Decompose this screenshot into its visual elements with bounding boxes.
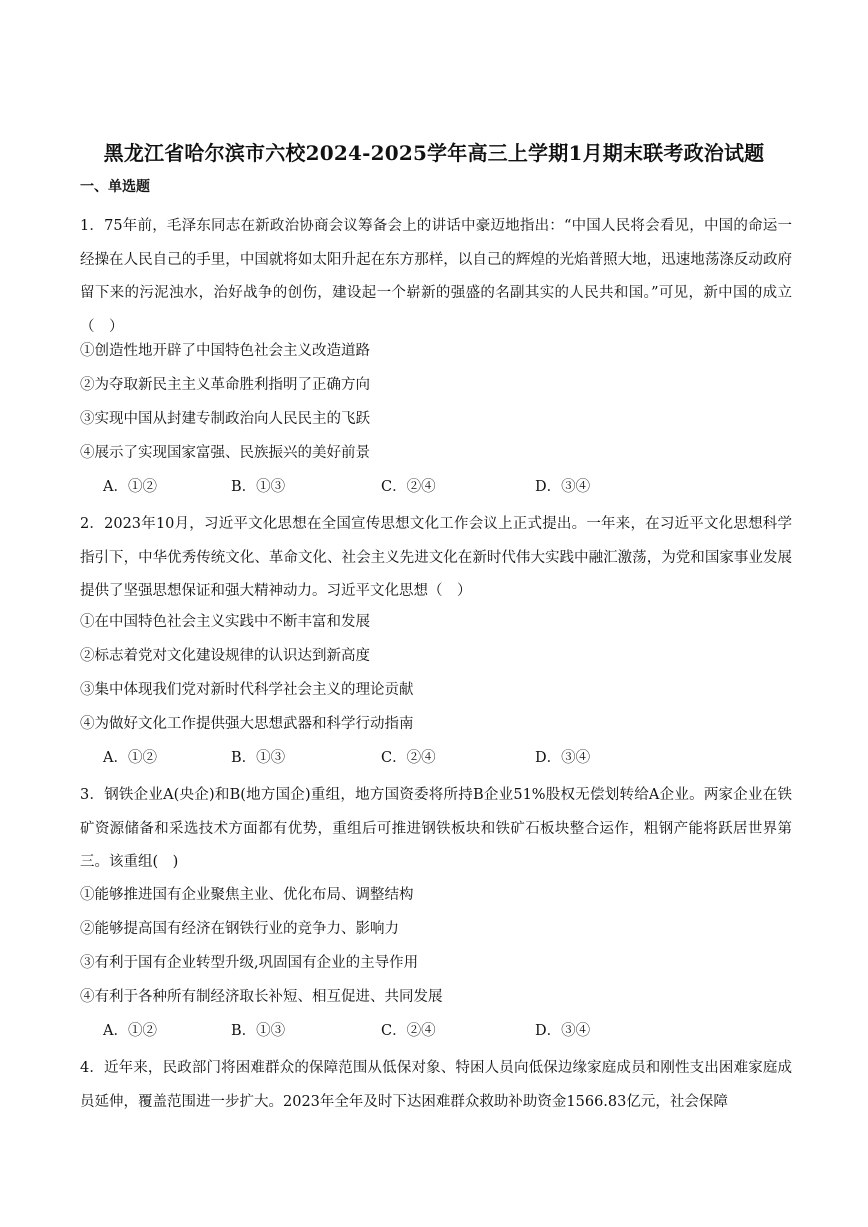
choice-b[interactable]: B．①③	[231, 750, 286, 766]
choice-a[interactable]: A．①②	[103, 750, 157, 766]
question-1-statement-1: ①创造性地开辟了中国特色社会主义改造道路	[80, 343, 370, 359]
question-1-statement-2: ②为夺取新民主主义革命胜利指明了正确方向	[80, 377, 370, 393]
question-2-statement-3: ③集中体现我们党对新时代科学社会主义的理论贡献	[80, 682, 414, 698]
choice-a[interactable]: A．①②	[103, 1023, 157, 1039]
choice-c[interactable]: C．②④	[381, 479, 436, 495]
question-2-statement-1: ①在中国特色社会主义实践中不断丰富和发展	[80, 614, 370, 630]
question-3-stem: 3．钢铁企业A(央企)和B(地方国企)重组，地方国资委将所持B企业51%股权无偿划转给A企业。两家企业在铁矿资源储备和采选技术方面都有优势，重组后可推进钢铁板块和铁矿石板块整合运作，粗钢产能将跃居世界第三。该重组( )	[80, 787, 792, 870]
question-3-choices	[103, 1020, 703, 1042]
question-1-choices	[103, 476, 703, 498]
question-2-statement-2: ②标志着党对文化建设规律的认识达到新高度	[80, 648, 370, 664]
section-heading: 一、单选题	[80, 179, 150, 195]
exam-title: 黑龙江省哈尔滨市六校2024-2025学年高三上学期1月期末联考政治试题	[103, 141, 765, 165]
question-2-statement-4: ④为做好文化工作提供强大思想武器和科学行动指南	[80, 716, 414, 732]
choice-d[interactable]: D．③④	[535, 750, 591, 766]
choice-a[interactable]: A．①②	[103, 479, 157, 495]
question-2-stem: 2．2023年10月，习近平文化思想在全国宣传思想文化工作会议上正式提出。一年来，在习近平文化思想科学指引下，中华优秀传统文化、革命文化、社会主义先进文化在新时代伟大实践中融汇激荡，为党和国家事业发展提供了坚强思想保证和强大精神动力。习近平文化思想（ ）	[80, 516, 792, 599]
choice-d[interactable]: D．③④	[535, 1023, 591, 1039]
choice-c[interactable]: C．②④	[381, 1023, 436, 1039]
question-1-statement-4: ④展示了实现国家富强、民族振兴的美好前景	[80, 445, 370, 461]
question-1-stem: 1．75年前，毛泽东同志在新政治协商会议筹备会上的讲话中豪迈地指出：“中国人民将会看见，中国的命运一经操在人民自己的手里，中国就将如太阳升起在东方那样，以自己的辉煌的光焰普照大地，迅速地荡涤反动政府留下来的污泥浊水，治好战争的创伤，建设起一个崭新的强盛的名副其实的人民共和国。”可见，新中国的成立（ ）	[80, 218, 792, 335]
question-2-choices	[103, 747, 703, 769]
question-3-statement-3: ③有利于国有企业转型升级,巩固国有企业的主导作用	[80, 955, 419, 971]
choice-b[interactable]: B．①③	[231, 1023, 286, 1039]
choice-d[interactable]: D．③④	[535, 479, 591, 495]
question-3-statement-1: ①能够推进国有企业聚焦主业、优化布局、调整结构	[80, 887, 414, 903]
question-3-statement-4: ④有利于各种所有制经济取长补短、相互促进、共同发展	[80, 989, 443, 1005]
question-4-stem: 4．近年来，民政部门将困难群众的保障范围从低保对象、特困人员向低保边缘家庭成员和刚性支出困难家庭成员延伸，覆盖范围进一步扩大。2023年全年及时下达困难群众救助补助资金1566.83亿元，社会保障	[80, 1060, 792, 1110]
question-1-statement-3: ③实现中国从封建专制政治向人民民主的飞跃	[80, 411, 370, 427]
choice-b[interactable]: B．①③	[231, 479, 286, 495]
question-3-statement-2: ②能够提高国有经济在钢铁行业的竞争力、影响力	[80, 921, 399, 937]
choice-c[interactable]: C．②④	[381, 750, 436, 766]
